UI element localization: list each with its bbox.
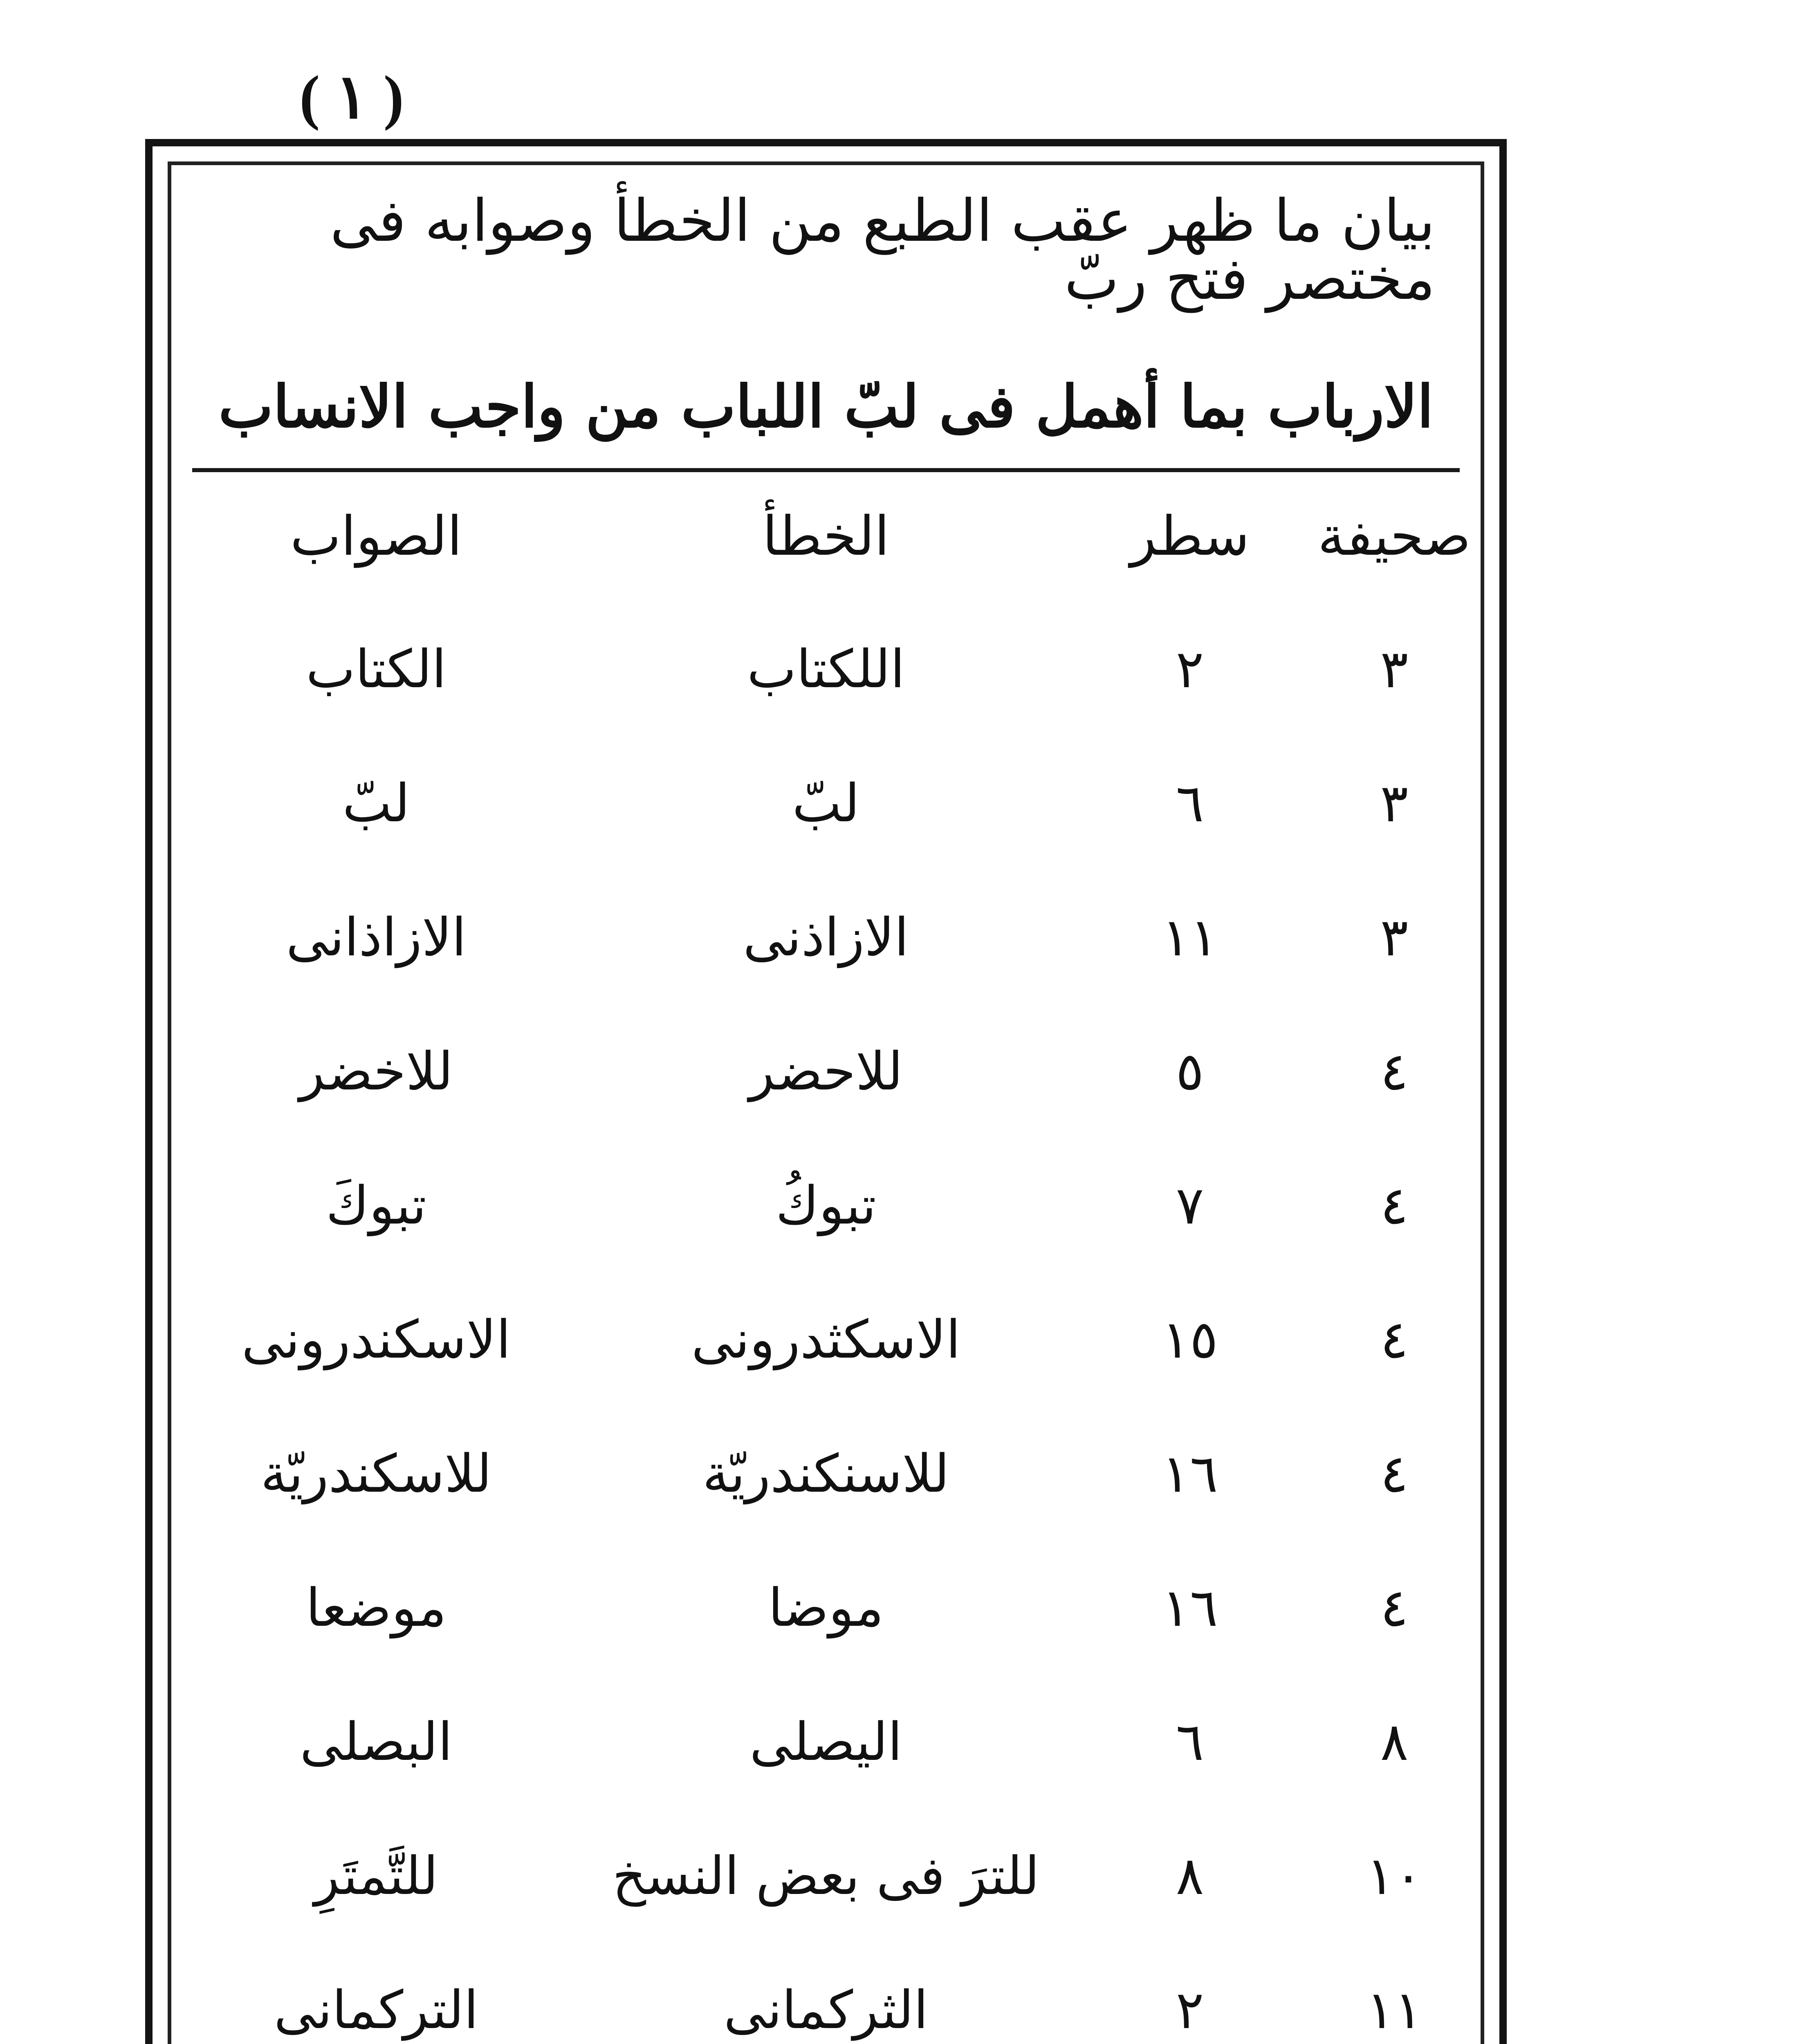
error-cell: اللكتاب: [747, 639, 905, 700]
table-row: [168, 1177, 1484, 1311]
correction-cell: لبّ: [342, 773, 410, 834]
page-cell: ١١: [1366, 1980, 1423, 2041]
line-cell: ٢: [1176, 639, 1204, 700]
error-cell: اليصلى: [749, 1712, 902, 1773]
correction-cell: للاسكندريّة: [260, 1443, 492, 1504]
line-cell: ٨: [1176, 1846, 1204, 1907]
page-cell: ٤: [1380, 1309, 1409, 1370]
table-row: [168, 641, 1484, 775]
correction-cell: الكتاب: [306, 639, 447, 700]
correction-cell: التركمانى: [274, 1980, 479, 2041]
column-header-line: سطر: [1130, 505, 1250, 568]
correction-cell: تبوكَ: [326, 1175, 426, 1236]
column-header-error: الخطأ: [762, 505, 890, 568]
page-cell: ٤: [1380, 1041, 1409, 1102]
table-row: [168, 1982, 1484, 2044]
error-cell: للاسنكندريّة: [702, 1443, 949, 1504]
page-cell: ٤: [1380, 1175, 1409, 1236]
correction-cell: للتَّمتَرِ: [314, 1846, 438, 1907]
heading-divider: [192, 468, 1460, 472]
table-row: [168, 1311, 1484, 1446]
correction-cell: البصلى: [300, 1712, 453, 1773]
error-cell: الثركمانى: [723, 1980, 929, 2041]
line-cell: ١٦: [1162, 1578, 1218, 1638]
errata-table: [168, 507, 1484, 2044]
error-cell: لبّ: [792, 773, 860, 834]
page-cell: ١٠: [1366, 1846, 1423, 1907]
line-cell: ١١: [1162, 907, 1218, 968]
error-cell: موضا: [768, 1578, 884, 1638]
table-row: [168, 909, 1484, 1043]
table-row: [168, 1043, 1484, 1177]
table-row: [168, 1714, 1484, 1848]
error-cell: للاحضر: [749, 1041, 903, 1102]
table-row: [168, 1443, 1484, 1580]
column-header-page: صحيفة: [1317, 505, 1471, 568]
error-cell: تبوكُ: [776, 1175, 876, 1236]
column-header-correction: الصواب: [290, 505, 462, 568]
line-cell: ١٥: [1162, 1309, 1218, 1370]
table-header-row: [168, 507, 1484, 641]
table-row: [168, 1848, 1484, 1982]
correction-cell: الازاذانى: [286, 907, 467, 968]
error-cell: للترَ فى بعض النسخ: [612, 1846, 1040, 1907]
line-cell: ٦: [1176, 1712, 1204, 1773]
page-cell: ٨: [1380, 1712, 1409, 1773]
page-cell: ٤: [1380, 1578, 1409, 1638]
errata-heading: [192, 187, 1460, 441]
line-cell: ١٦: [1162, 1443, 1218, 1504]
error-cell: الاسكثدرونى: [691, 1309, 961, 1370]
page-number: ( ١ ): [299, 63, 404, 131]
table-row: [168, 1580, 1484, 1714]
heading-line-2: الارباب بما أهمل فى لبّ اللباب من واجب الانساب: [218, 373, 1434, 441]
correction-cell: موضعا: [305, 1578, 447, 1638]
page-cell: ٣: [1380, 773, 1409, 834]
page-cell: ٤: [1380, 1443, 1409, 1504]
correction-cell: للاخضر: [299, 1041, 453, 1102]
page-cell: ٣: [1380, 907, 1409, 968]
line-cell: ٧: [1176, 1175, 1204, 1236]
line-cell: ٢: [1176, 1980, 1204, 2041]
correction-cell: الاسكندرونى: [241, 1309, 511, 1370]
table-row: [168, 775, 1484, 909]
heading-line-1: بيان ما ظهر عقب الطبع من الخطأ وصوابه فى مختصر فتح ربّ: [330, 187, 1435, 313]
line-cell: ٥: [1176, 1041, 1204, 1102]
page-cell: ٣: [1380, 639, 1409, 700]
line-cell: ٦: [1176, 773, 1204, 834]
error-cell: الازاذنى: [743, 907, 909, 968]
